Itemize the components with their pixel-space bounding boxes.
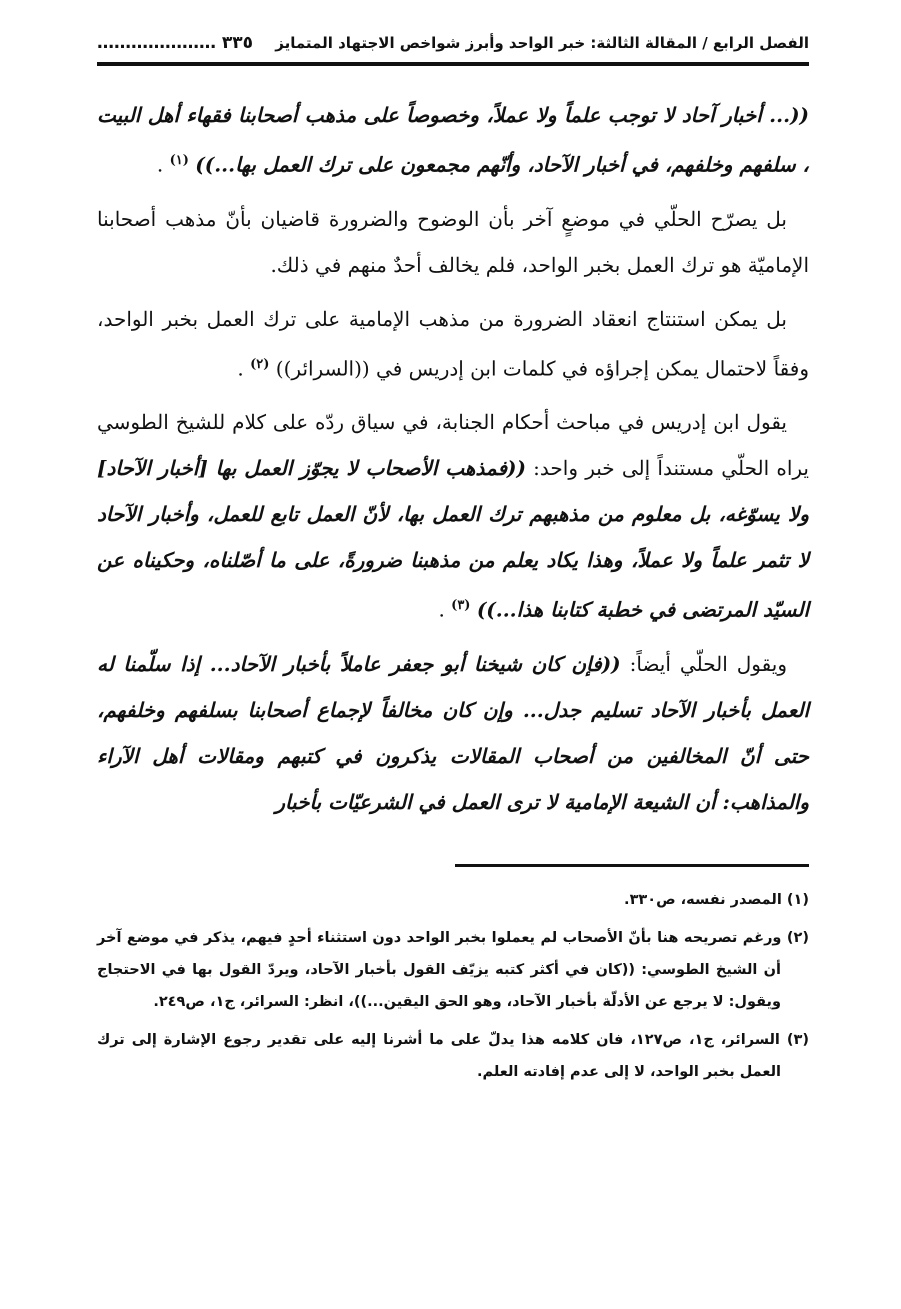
paragraph-2-text: بل يصرّح الحلّي في موضعٍ آخر بأن الوضوح والضرورة قاضيان بأنّ مذهب أصحابنا الإماميّة هو ترك العمل بخبر الواحد، فلم يخالف أحدٌ منهم في ذلك. <box>97 206 809 277</box>
paragraph-4-tail: . <box>438 597 445 622</box>
quote-3: ((فإن كان شيخنا أبو جعفر عاملاً بأخبار الآحاد... إذا سلّمنا له العمل بأخبار الآحاد تسليم جدل... وإن كان مخالفاً لإجماع أصحابنا بسلفهم وخلفهم، حتى أنّ المخالفين من أصحاب المقالات يذكرون في كتبهم ومقالات أهل الآراء والمذاهب: أن الشيعة الإمامية لا ترى العمل في الشرعيّات بأخبار <box>97 651 809 814</box>
paragraph-4-lead: يقول ابن إدريس في مباحث أحكام الجنابة، في سياق ردّه على كلام للشيخ الطوسي يراه الحلّي مستنداً إلى خبر واحد: <box>97 410 809 481</box>
paragraph-2 <box>97 196 809 288</box>
footnote-3: (٣) السرائر، ج١، ص١٢٧، فان كلامه هذا يدلّ على ما أشرنا إليه على تقدير رجوع الإشارة إلى ترك العمل بخبر الواحد، لا إلى عدم إفادته العلم. <box>97 1032 810 1080</box>
main-text <box>97 92 809 833</box>
chapter-title: الفصل الرابع / المقالة الثالثة: خبر الواحد وأبرز شواخص الاجتهاد المتمايز <box>275 34 809 52</box>
paragraph-3 <box>97 296 809 392</box>
paragraph-3-text: بل يمكن استنتاج انعقاد الضرورة من مذهب الإمامية على ترك العمل بخبر الواحد، وفقاً لاحتمال يمكن إجراؤه في كلمات ابن إدريس في ((السرائر)) <box>97 306 809 381</box>
leader-dots: ………………… <box>97 33 216 53</box>
quote-2: ((فمذهب الأصحاب لا يجوّز العمل بها [أخبار الآحاد] ولا يسوّغه، بل معلوم من مذهبهم ترك العمل بها، لأنّ العمل تابع للعمل، وأخبار الآحاد لا تثمر علماً ولا عملاً، وهذا يكاد يعلم من مذهبنا ضرورةً، على ما أصّلناه، وحكيناه عن السيّد المرتضى في خطبة كتابنا هذا...)) <box>97 456 809 622</box>
header-rule <box>97 62 809 66</box>
footnote-2: (٢) ورغم تصريحه هنا بأنّ الأصحاب لم يعملوا بخبر الواحد دون استثناء أحدٍ فيهم، يذكر في موضع آخر أن الشيخ الطوسي: ((كان في أكثر كتبه يزيّف القول بأخبار الآحاد، ويردّ القول بها في الاحتجاج ويقول: لا يرجع عن الأدلّة بأخبار الآحاد، وهو الحق اليقين...))، انظر: السرائر، ج١، ص٢٤٩. <box>97 930 809 1010</box>
footnote-ref-1[interactable]: (١) <box>169 153 189 168</box>
quote-1: ((... أخبار آحاد لا توجب علماً ولا عملاً، وخصوصاً على مذهب أصحابنا فقهاء أهل البيت ، سلفهم وخلفهم، في أخبار الآحاد، وأنّهم مجمعون على ترك العمل بها...)) <box>97 103 809 177</box>
paragraph-5 <box>97 641 809 825</box>
footnote-rule <box>455 864 809 867</box>
footnote-ref-2[interactable]: (٢) <box>250 356 270 372</box>
page-number-group <box>97 33 253 53</box>
paragraph-3-tail: . <box>237 356 244 381</box>
footnote-ref-3[interactable]: (٣) <box>451 598 471 614</box>
running-header <box>97 28 809 58</box>
paragraph-4 <box>97 399 809 633</box>
page-number: ٣٣٥ <box>221 33 254 53</box>
paragraph-5-lead: ويقول الحلّي أيضاً: <box>620 651 787 676</box>
footnotes <box>97 884 809 1094</box>
paragraph-1 <box>97 92 809 188</box>
paragraph-1-tail: . <box>156 152 164 177</box>
footnote-1: (١) المصدر نفسه، ص٣٣٠. <box>624 892 809 908</box>
